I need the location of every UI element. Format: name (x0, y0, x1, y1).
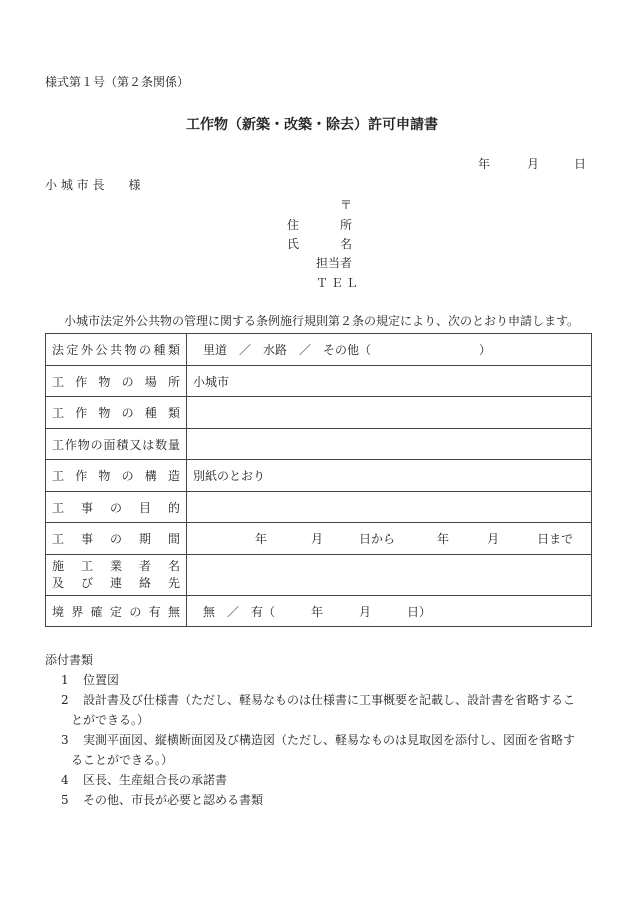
list-item-number: 5 (61, 793, 69, 807)
row-label: 工作物の種類 (46, 397, 187, 429)
list-item-number: 3 (61, 733, 69, 747)
construction-period-value[interactable] (187, 523, 592, 555)
row-value[interactable] (187, 429, 592, 460)
contractor-label (46, 555, 187, 596)
boundary-value[interactable]: 無 ／ 有（ 年 月 日） (187, 596, 592, 627)
list-item: 設計書及び仕様書（ただし、軽易なものは仕様書に工事概要を記載し、設計書を省略するこ (83, 693, 576, 707)
date-day: 日 (574, 157, 587, 171)
intro-text: 小城市法定外公共物の管理に関する条例施行規則第２条の規定により、次のとおり申請します。 (64, 314, 580, 328)
address-label-1: 住 (287, 218, 300, 232)
table-row (46, 397, 592, 429)
attachments-heading: 添付書類 (45, 653, 94, 667)
row-label: 法定外公共物の種類 (46, 334, 187, 366)
row-value[interactable]: 別紙のとおり (187, 460, 592, 492)
table-row (46, 334, 592, 366)
name-label-1: 氏 (287, 237, 300, 251)
date-month: 月 (527, 157, 540, 171)
contractor-value[interactable] (187, 555, 592, 596)
list-item: 区長、生産組合長の承諾書 (83, 773, 228, 787)
row-value[interactable] (187, 397, 592, 429)
row-value[interactable] (187, 492, 592, 523)
contractor-label-line1: 施工業者名 (52, 559, 180, 573)
period-from-month: 月 (311, 532, 324, 546)
name-label-2: 名 (340, 237, 353, 251)
list-item: 実測平面図、縦横断面図及び構造図（ただし、軽易なものは見取図を添付し、図面を省略す (83, 733, 576, 747)
list-item-number: 4 (61, 773, 69, 787)
row-label: 工事の期間 (46, 523, 187, 555)
row-label: 境界確定の有無 (46, 596, 187, 627)
address-label-2: 所 (340, 218, 353, 232)
page-title: 工作物（新築・改築・除去）許可申請書 (186, 117, 438, 133)
application-table (45, 333, 592, 627)
period-from-year: 年 (255, 532, 268, 546)
addressee: 小 城 市 長 様 (45, 178, 141, 192)
table-row (46, 596, 592, 627)
table-row (46, 492, 592, 523)
form-number: 様式第１号（第２条関係） (45, 75, 190, 89)
row-label: 工事の目的 (46, 492, 187, 523)
tel-label: ＴＥＬ (316, 276, 362, 290)
period-to-year: 年 (437, 532, 450, 546)
row-label: 工作物の場所 (46, 366, 187, 397)
person-in-charge-label: 担当者 (316, 256, 353, 270)
date-year: 年 (478, 157, 491, 171)
contractor-label-line2: 及び連絡先 (52, 576, 180, 590)
list-item-continuation: とができる。） (71, 713, 150, 727)
list-item-number: 1 (61, 673, 69, 687)
table-row (46, 523, 592, 555)
period-to-month: 月 (487, 532, 500, 546)
table-row (46, 366, 592, 397)
list-item: その他、市長が必要と認める書類 (83, 793, 264, 807)
row-value[interactable]: 小城市 (187, 366, 592, 397)
postal-mark: 〒 (340, 198, 353, 212)
table-row (46, 460, 592, 492)
table-row (46, 429, 592, 460)
row-label: 工作物の構造 (46, 460, 187, 492)
list-item-number: 2 (61, 693, 69, 707)
period-from-day: 日から (359, 532, 396, 546)
row-label: 工作物の面積又は数量 (46, 429, 187, 460)
period-to-day: 日まで (537, 532, 574, 546)
list-item-continuation: ることができる。） (71, 753, 174, 767)
list-item: 位置図 (83, 673, 120, 687)
table-row (46, 555, 592, 596)
row-value[interactable]: 里道 ／ 水路 ／ その他（ ） (187, 334, 592, 366)
